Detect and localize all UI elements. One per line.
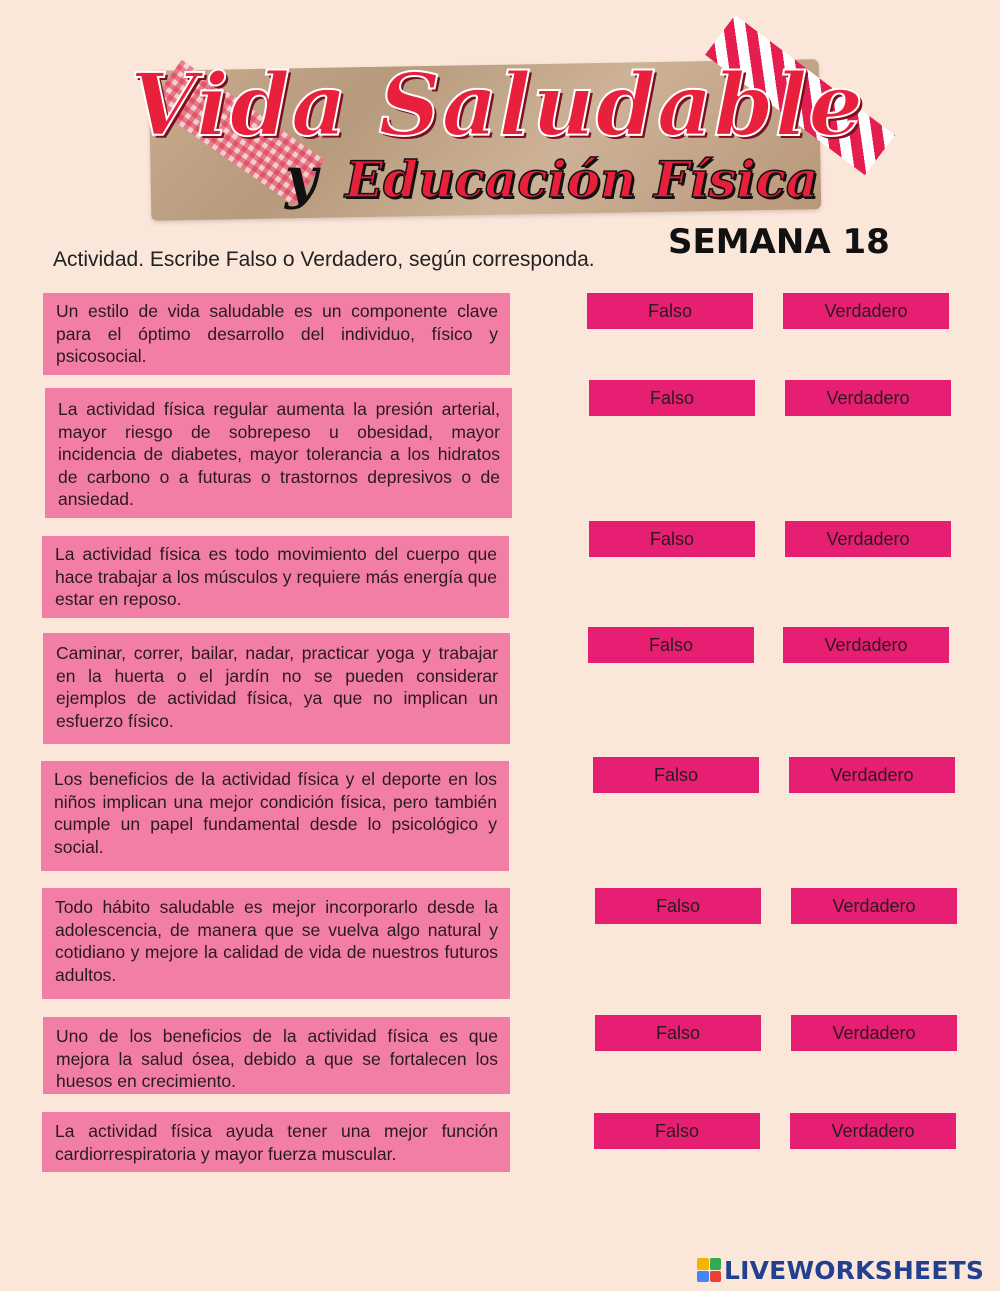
statement-7-false-button[interactable]: Falso — [595, 1015, 761, 1051]
title-main: Vida Saludable — [130, 55, 865, 156]
statement-6-true-button[interactable]: Verdadero — [791, 888, 957, 924]
statement-5-false-button[interactable]: Falso — [593, 757, 759, 793]
statement-5-true-button[interactable]: Verdadero — [789, 757, 955, 793]
liveworksheets-logo-icon — [697, 1258, 721, 1282]
statement-2: La actividad física regular aumenta la presión arterial, mayor riesgo de sobrepeso u obesidad, mayor incidencia de diabetes, mayor tolerancia a los hidratos de carbono o a futuras o trastornos depresivos o de ansiedad. — [45, 388, 512, 518]
statement-6: Todo hábito saludable es mejor incorporarlo desde la adolescencia, de manera que se vuelva algo natural y cotidiano y mejore la calidad de vida de nuestros futuros adultos. — [42, 888, 510, 999]
statement-3-false-button[interactable]: Falso — [589, 521, 755, 557]
title-subtitle: Educación Física — [345, 150, 819, 209]
statement-2-false-button[interactable]: Falso — [589, 380, 755, 416]
statement-1-true-button[interactable]: Verdadero — [783, 293, 949, 329]
statement-1: Un estilo de vida saludable es un componente clave para el óptimo desarrollo del individuo, físico y psicosocial. — [43, 293, 510, 375]
logo-square — [697, 1271, 709, 1283]
statement-7: Uno de los beneficios de la actividad física es que mejora la salud ósea, debido a que se fortalecen los huesos en crecimiento. — [43, 1017, 510, 1094]
logo-square — [710, 1258, 722, 1270]
liveworksheets-footer[interactable] — [697, 1256, 984, 1284]
statement-5: Los beneficios de la actividad física y el deporte en los niños implican una mejor condición física, pero también cumple un papel fundamental desde lo psicológico y social. — [41, 761, 509, 871]
statement-8: La actividad física ayuda tener una mejor función cardiorrespiratoria y mayor fuerza muscular. — [42, 1112, 510, 1172]
activity-instruction: Actividad. Escribe Falso o Verdadero, según corresponda. — [53, 248, 595, 271]
statement-3-true-button[interactable]: Verdadero — [785, 521, 951, 557]
statement-4: Caminar, correr, bailar, nadar, practicar yoga y trabajar en la huerta o el jardín no se pueden considerar ejemplos de actividad física, ya que no implican un esfuerzo físico. — [43, 633, 510, 744]
statement-7-true-button[interactable]: Verdadero — [791, 1015, 957, 1051]
statement-1-false-button[interactable]: Falso — [587, 293, 753, 329]
statement-8-true-button[interactable]: Verdadero — [790, 1113, 956, 1149]
title-connector: y — [285, 145, 318, 211]
footer-brand-text: LIVEWORKSHEETS — [724, 1255, 985, 1285]
statement-4-false-button[interactable]: Falso — [588, 627, 754, 663]
week-label: SEMANA 18 — [668, 222, 890, 262]
statement-2-true-button[interactable]: Verdadero — [785, 380, 951, 416]
statement-3: La actividad física es todo movimiento del cuerpo que hace trabajar a los músculos y requiere más energía que estar en reposo. — [42, 536, 509, 618]
statement-6-false-button[interactable]: Falso — [595, 888, 761, 924]
logo-square — [697, 1258, 709, 1270]
logo-square — [710, 1271, 722, 1283]
statement-8-false-button[interactable]: Falso — [594, 1113, 760, 1149]
statement-4-true-button[interactable]: Verdadero — [783, 627, 949, 663]
worksheet-header — [0, 0, 1000, 240]
